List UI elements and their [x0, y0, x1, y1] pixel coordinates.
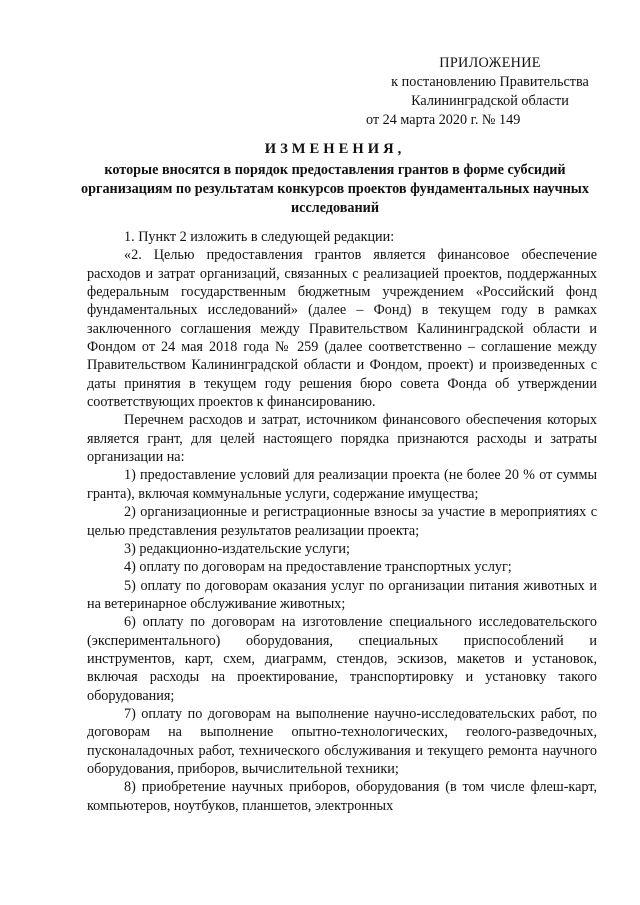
- list-item-6: 6) оплату по договорам на изготовление специального исследовательского (экспериментального) оборудования, специальных приспособлений и инструментов, карт, схем, диаграмм, стендов, эскизов, макетов и установок, включая расходы на проектирование, транспортировку и установку такого оборудования;: [87, 614, 597, 704]
- paragraph-1: 1. Пункт 2 изложить в следующей редакции:: [124, 229, 395, 245]
- appendix-block: [360, 54, 620, 130]
- appendix-date: от 24 марта 2020 г. № 149: [366, 112, 521, 128]
- list-item-2: 2) организационные и регистрационные взносы за участие в мероприятиях с целью представления результатов реализации проекта;: [87, 504, 597, 539]
- list-item-5: 5) оплату по договорам оказания услуг по организации питания животных и на ветеринарное обслуживание животных;: [87, 577, 597, 612]
- paragraph-2: «2. Целью предоставления грантов является финансовое обеспечение расходов и затрат организаций, связанных с реализацией проектов, поддержанных федеральным государственным бюджетным учреждением «Российский фонд фундаментальных исследований» (далее – Фонд) в текущем году в рамках заключенного соглашения между Правительством Калининградской области и Фондом от 24 мая 2018 года № 259 (далее соответственно – соглашение между Правительством Калининградской области и Фондом, проект) и произведенных с даты принятия в текущем году решения бюро совета Фонда об утверждении соответствующих проектов к финансированию.: [87, 247, 597, 411]
- title-subtitle: которые вносятся в порядок предоставления грантов в форме субсидий организациям по результатам конкурсов проектов фундаментальных научных исследований: [81, 162, 589, 216]
- appendix-line-1: к постановлению Правительства: [391, 74, 589, 90]
- document-body: [87, 228, 597, 815]
- list-item-3: 3) редакционно-издательские услуги;: [124, 540, 350, 557]
- appendix-line-2: Калининградской области: [411, 93, 569, 109]
- list-item-7: 7) оплату по договорам на выполнение научно-исследовательских работ, по договорам на выполнение опытно-технологических, геолого-разведочных, пусконаладочных работ, технического обслуживания и текущего ремонта научного оборудования, приборов, вычислительной техники;: [87, 705, 597, 777]
- appendix-title: ПРИЛОЖЕНИЕ: [439, 55, 541, 71]
- document-title: [70, 140, 600, 218]
- title-heading: ИЗМЕНЕНИЯ,: [264, 141, 406, 157]
- list-item-8: 8) приобретение научных приборов, оборудования (в том числе флеш-карт, компьютеров, ноутбуков, планшетов, электронных: [87, 779, 597, 814]
- paragraph-3: Перечнем расходов и затрат, источником финансового обеспечения которых является грант, для целей настоящего порядка признаются расходы и затраты организации на:: [87, 412, 597, 466]
- list-item-4: 4) оплату по договорам на предоставление транспортных услуг;: [124, 559, 512, 576]
- list-item-1: 1) предоставление условий для реализации проекта (не более 20 % от суммы гранта), включая коммунальные услуги, содержание имущества;: [87, 467, 597, 502]
